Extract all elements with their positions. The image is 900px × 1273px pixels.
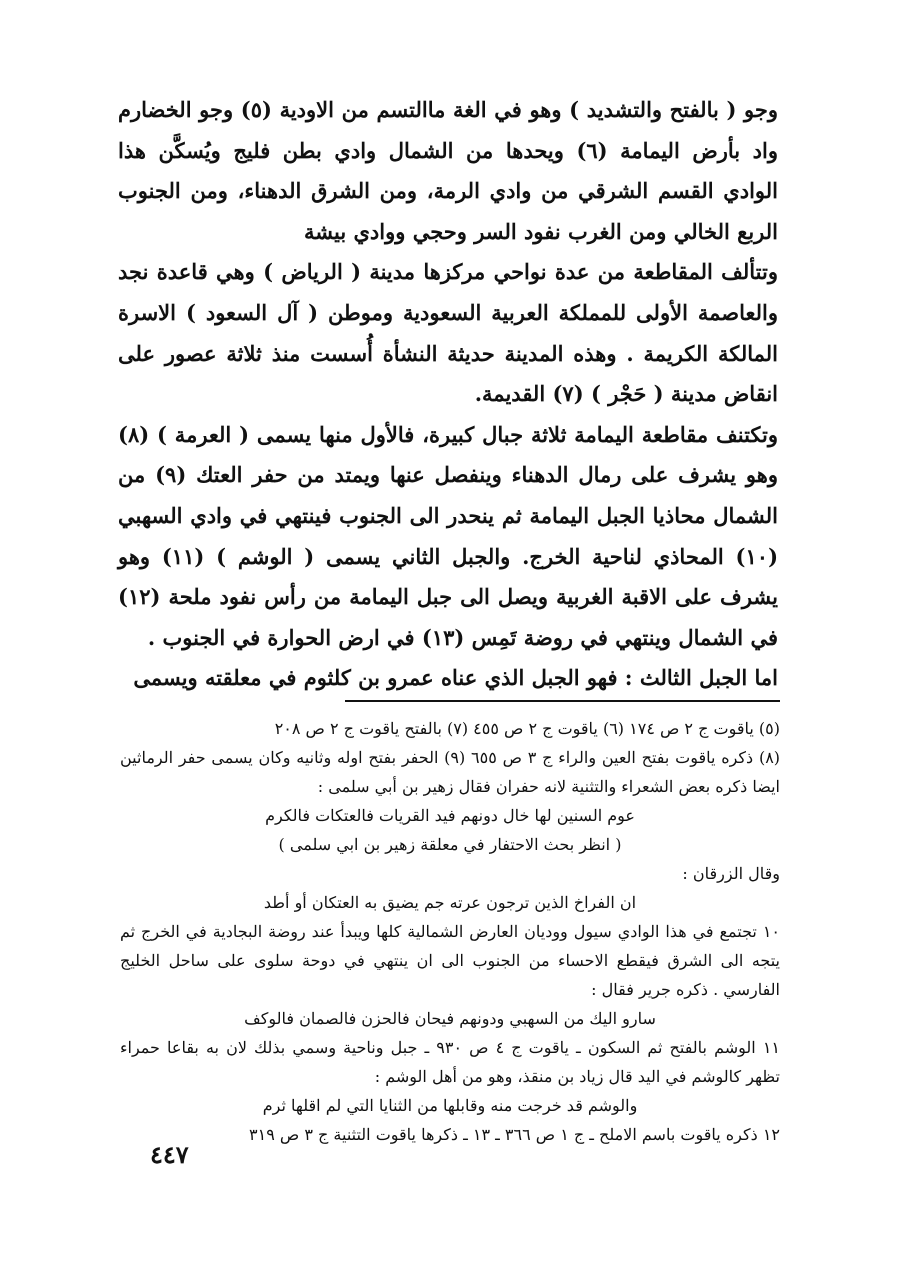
footnote-zirqan: وقال الزرقان : bbox=[682, 864, 780, 883]
paragraph-jaw: وجو ( بالفتح والتشديد ) وهو في الغة ماالتسم من الاودية (٥) وجو الخضارم واد بأرض اليمامة (٦) ويحدها من الشمال وادي بطن فليج ويُسكَّن هذا الوادي القسم الشرقي من وادي الرمة، ومن الشرق الدهناء، ومن الجنوب الربع الخالي ومن الغرب نفود السر وحجي ووادي بيشة bbox=[118, 97, 778, 244]
footnote-5-7: (٥) ياقوت ج ٢ ص ١٧٤ (٦) ياقوت ج ٢ ص ٤٥٥ (٧) بالفتح ياقوت ج ٢ ص ٢٠٨ bbox=[274, 719, 780, 738]
footnote-separator bbox=[345, 700, 780, 702]
main-text bbox=[118, 90, 778, 699]
paragraph-mountains: وتكتنف مقاطعة اليمامة ثلاثة جبال كبيرة، فالأول منها يسمى ( العرمة ) (٨) وهو يشرف على رمال الدهناء وينفصل عنها ويمتد من حفر العتك (٩) من الشمال محاذيا الجبل اليمامة ثم ينحدر الى الجنوب فينتهي في وادي السهبي (١٠) المحاذي لناحية الخرج. والجبل الثاني يسمى ( الوشم ) (١١) وهو يشرف على الاقبة الغربية ويصل الى جبل اليمامة من رأس نفود ملحة (١٢) في الشمال وينتهي في روضة تَمِس (١٣) في ارض الحوارة في الجنوب . bbox=[118, 421, 778, 650]
verse-zuhair: عوم السنين لها خال دونهم فيد القريات فالعتكات فالكرم bbox=[265, 806, 635, 825]
footnote-12-13: ١٢ ذكره ياقوت باسم الاملح ـ ج ١ ص ٣٦٦ ـ ١٣ ـ ذكرها ياقوت التثنية ج ٣ ص ٣١٩ bbox=[249, 1125, 780, 1144]
footnote-10: ١٠ تجتمع في هذا الوادي سيول ووديان العارض الشمالية كلها ويبدأ عند روضة البجادية في الخرج ثم يتجه الى الشرق فيقطع الاحساء من الجنوب الى ان ينتهي في دوحة سلوى على ساحل الخليج الفارسي . ذكره جرير فقال : bbox=[120, 922, 780, 999]
page-number: ٤٤٧ bbox=[150, 1140, 189, 1169]
paragraph-third-mountain: اما الجبل الثالث : فهو الجبل الذي عناه عمرو بن كلثوم في معلقته ويسمى bbox=[133, 665, 778, 691]
verse-zirqan: ان الفراخ الذين ترجون عرته جم يضيق به العتكان أو أطد bbox=[263, 893, 637, 912]
verse-jarir: سارو اليك من السهبي ودونهم فيحان فالحزن فالصمان فالوكف bbox=[244, 1009, 656, 1028]
footnote-reference: ( انظر بحث الاحتفار في معلقة زهير بن ابي سلمى ) bbox=[278, 835, 622, 854]
footnote-8-9: (٨) ذكره ياقوت بفتح العين والراء ج ٣ ص ٦٥٥ (٩) الحفر بفتح اوله وثانيه وكان يسمى حفر الرماثين ايضا ذكره بعض الشعراء والتثنية لانه حفران فقال زهير بن أبي سلمى : bbox=[120, 748, 781, 796]
footnote-11: ١١ الوشم بالفتح ثم السكون ـ ياقوت ج ٤ ص ٩٣٠ ـ جبل وناحية وسمي بذلك لان به بقاعا حمراء تظهر كالوشم في اليد قال زياد بن منقذ، وهو من أهل الوشم : bbox=[120, 1038, 780, 1086]
footnotes bbox=[120, 714, 780, 1149]
verse-ziyad: والوشم قد خرجت منه وقابلها من الثنايا التي لم اقلها ثرم bbox=[262, 1096, 638, 1115]
paragraph-riyadh: وتتألف المقاطعة من عدة نواحي مركزها مدينة ( الرياض ) وهي قاعدة نجد والعاصمة الأولى للمملكة العربية السعودية وموطن ( آل السعود ) الاسرة المالكة الكريمة . وهذه المدينة حديثة النشأة أُسست منذ ثلاثة عصور على انقاض مدينة ( حَجْر ) (٧) القديمة. bbox=[118, 259, 778, 407]
